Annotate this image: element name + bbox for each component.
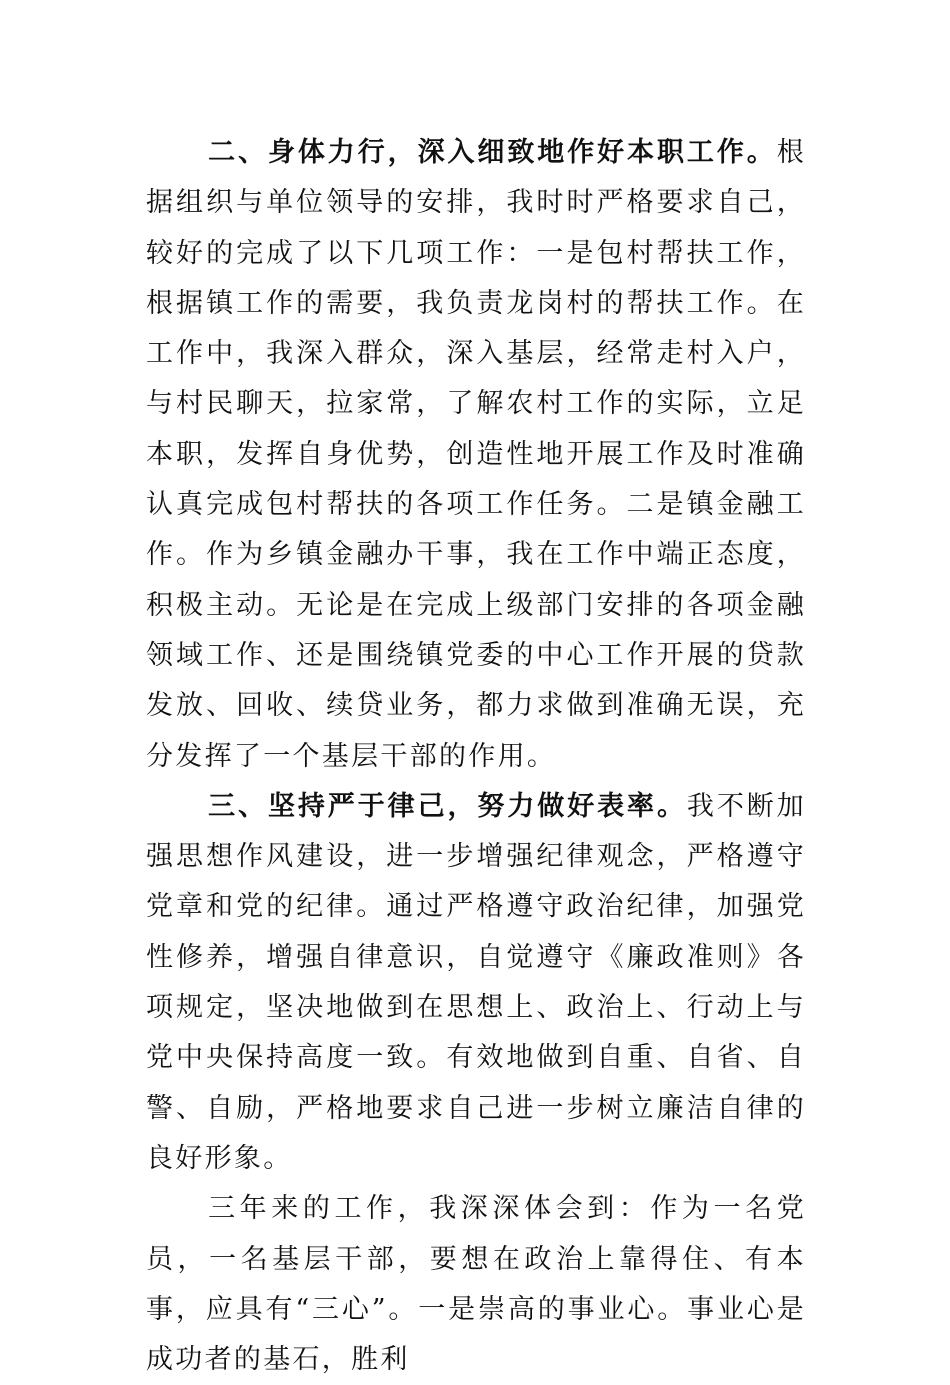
document-page xyxy=(146,128,806,1385)
paragraph-body: 根据组织与单位领导的安排，我时时严格要求自己，较好的完成了以下几项工作：一是包村帮扶工作，根据镇工作的需要，我负责龙岗村的帮扶工作。在工作中，我深入群众，深入基层，经常走村入户，与村民聊天，拉家常，了解农村工作的实际，立足本职，发挥自身优势，创造性地开展工作及时准确认真完成包村帮扶的各项工作任务。二是镇金融工作。作为乡镇金融办干事，我在工作中端正态度，积极主动。无论是在完成上级部门安排的各项金融领域工作、还是围绕镇党委的中心工作开展的贷款发放、回收、续贷业务，都力求做到准确无误，充分发挥了一个基层干部的作用。 xyxy=(146,137,806,772)
paragraph-heading: 二、身体力行，深入细致地作好本职工作。 xyxy=(208,137,777,168)
paragraph-body: 三年来的工作，我深深体会到：作为一名党员，一名基层干部，要想在政治上靠得住、有本事，应具有“三心”。一是崇高的事业心。事业心是成功者的基石，胜利 xyxy=(146,1193,806,1376)
paragraph-heading: 三、坚持严于律己，努力做好表率。 xyxy=(208,790,687,822)
paragraph-reflection xyxy=(146,1184,806,1385)
paragraph-discipline xyxy=(146,782,806,1184)
paragraph-duties xyxy=(146,128,806,782)
paragraph-body: 我不断加强思想作风建设，进一步增强纪律观念，严格遵守党章和党的纪律。通过严格遵守政治纪律，加强党性修养，增强自律意识，自觉遵守《廉政准则》各项规定，坚决地做到在思想上、政治上、行动上与党中央保持高度一致。有效地做到自重、自省、自警、自励，严格地要求自己进一步树立廉洁自律的良好形象。 xyxy=(146,790,806,1174)
